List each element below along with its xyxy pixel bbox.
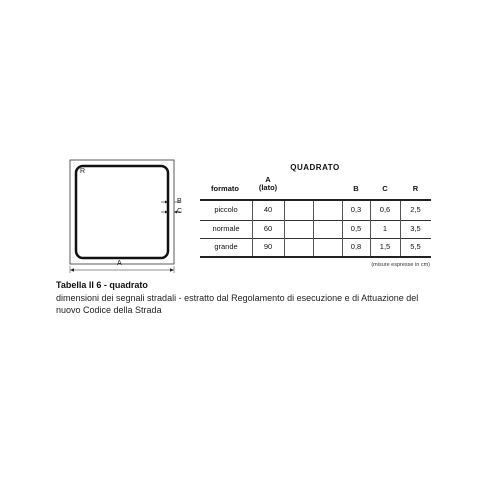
caption-title: Tabella II 6 - quadrato (56, 280, 148, 290)
outer-border (70, 160, 174, 264)
table-row-r: 5,5 (410, 242, 421, 251)
table-bottom-rule (200, 256, 431, 258)
header-a: A (265, 175, 271, 184)
table-row-formato: grande (214, 242, 238, 251)
table-row-a: 40 (263, 205, 273, 214)
table-row-formato: piccolo (214, 205, 238, 214)
table-row-b: 0,3 (350, 205, 362, 214)
table-row-a: 60 (263, 224, 273, 233)
dimension-b-label: B (177, 198, 182, 205)
header-r: R (412, 184, 419, 193)
sign-diagram (60, 155, 190, 280)
dimension-c-label: C (177, 208, 183, 215)
table-row-formato: normale (212, 224, 240, 233)
header-formato: formato (211, 184, 239, 193)
caption-line-2: nuovo Codice della Strada (56, 305, 162, 315)
table-row-b: 0,5 (350, 224, 362, 233)
header-c: C (382, 184, 388, 193)
header-b: B (353, 184, 359, 193)
caption-line-1: dimensioni dei segnali stradali - estratto dal Regolamento di esecuzione e di Attuazione del (56, 293, 419, 303)
units-note: (misure espresse in cm) (371, 262, 430, 268)
header-a-lato: (lato) (258, 183, 278, 192)
table-row-r: 3,5 (410, 224, 421, 233)
corner-radius-label: R (80, 168, 86, 175)
table-row-c: 0,6 (379, 205, 391, 214)
dimension-a-label: A (117, 260, 122, 267)
table-row-r: 2,5 (410, 205, 421, 214)
table-title: QUADRATO (290, 163, 340, 172)
table-row-b: 0,8 (350, 242, 362, 251)
table-row-a: 90 (263, 242, 273, 251)
table-row-c: 1,5 (379, 242, 391, 251)
table-row-c: 1 (382, 224, 388, 233)
